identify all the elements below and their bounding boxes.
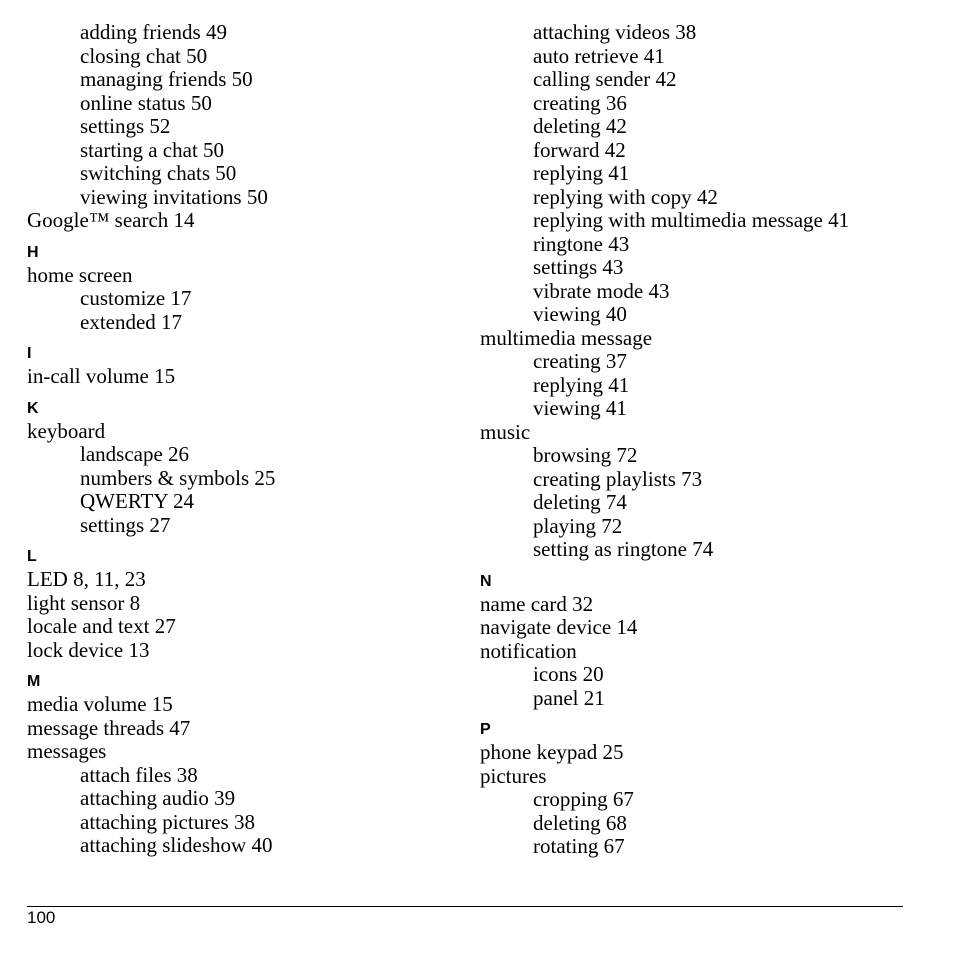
index-subentry: playing 72 xyxy=(533,513,623,538)
index-subentry: vibrate mode 43 xyxy=(533,278,670,303)
index-subentry: creating 37 xyxy=(533,349,627,373)
index-subentry: attaching audio 39 xyxy=(80,786,236,810)
index-subentry: browsing 72 xyxy=(533,443,638,467)
index-subentry: adding friends 49 xyxy=(80,20,227,44)
index-subentry: calling sender 42 xyxy=(533,67,677,91)
index-subentry: numbers & symbols 25 xyxy=(80,465,276,490)
index-subentry: attaching videos 38 xyxy=(533,20,697,44)
index-entry: messages xyxy=(27,739,107,763)
index-subentry: attaching slideshow 40 xyxy=(80,833,273,857)
index-subentry: attach files 38 xyxy=(80,762,198,787)
index-section-letter: M xyxy=(27,673,41,690)
index-entry: media volume 15 xyxy=(27,692,173,716)
index-subentry: QWERTY 24 xyxy=(80,489,195,513)
index-subentry: closing chat 50 xyxy=(80,43,208,68)
index-entry: multimedia message xyxy=(480,325,653,350)
index-section-letter: H xyxy=(27,243,39,261)
index-subentry: replying with multimedia message 41 xyxy=(533,208,850,232)
index-subentry: creating 36 xyxy=(533,90,627,115)
index-entry: navigate device 14 xyxy=(480,615,638,639)
index-subentry: managing friends 50 xyxy=(80,67,253,91)
page-number: 100 xyxy=(27,908,56,927)
index-entry: music xyxy=(480,419,531,444)
index-subentry: settings 52 xyxy=(80,114,171,138)
index-section-letter: I xyxy=(27,345,32,362)
index-entry: phone keypad 25 xyxy=(480,740,624,764)
index-entry: pictures xyxy=(480,763,547,788)
index-subentry: switching chats 50 xyxy=(80,161,237,185)
footer-rule xyxy=(27,906,903,907)
index-section-letter: P xyxy=(480,721,491,738)
index-subentry: viewing invitations 50 xyxy=(80,184,268,209)
index-subentry: creating playlists 73 xyxy=(533,466,703,491)
index-subentry: replying 41 xyxy=(533,161,630,185)
index-subentry: deleting 74 xyxy=(533,490,627,514)
index-subentry: icons 20 xyxy=(533,662,604,686)
index-subentry: auto retrieve 41 xyxy=(533,43,665,68)
index-subentry: settings 27 xyxy=(80,512,171,537)
index-subentry: deleting 68 xyxy=(533,810,627,835)
index-entry: notification xyxy=(480,638,577,663)
index-subentry: replying with copy 42 xyxy=(533,184,718,209)
index-subentry: attaching pictures 38 xyxy=(80,809,255,834)
index-subentry: replying 41 xyxy=(533,372,630,397)
index-subentry: online status 50 xyxy=(80,90,212,115)
index-entry: message threads 47 xyxy=(27,715,191,740)
index-subentry: landscape 26 xyxy=(80,442,190,466)
index-subentry: extended 17 xyxy=(80,309,183,334)
index-column-left xyxy=(27,21,457,858)
index-subentry: viewing 40 xyxy=(533,302,627,326)
index-subentry: panel 21 xyxy=(533,685,605,710)
index-entry: LED 8, 11, 23 xyxy=(27,567,146,591)
index-entry: keyboard xyxy=(27,418,106,443)
index-subentry: deleting 42 xyxy=(533,114,627,138)
index-subentry: ringtone 43 xyxy=(533,231,630,256)
index-subentry: settings 43 xyxy=(533,255,624,279)
index-section-letter: N xyxy=(480,572,492,590)
index-entry: Google™ search 14 xyxy=(27,208,195,232)
index-subentry: forward 42 xyxy=(533,137,626,162)
index-entry: locale and text 27 xyxy=(27,614,176,638)
index-subentry: setting as ringtone 74 xyxy=(533,537,714,561)
index-subentry: rotating 67 xyxy=(533,834,625,858)
index-entry: home screen xyxy=(27,262,133,287)
index-subentry: starting a chat 50 xyxy=(80,137,225,162)
index-section-letter: L xyxy=(27,548,37,565)
index-entry: light sensor 8 xyxy=(27,590,141,615)
index-subentry: cropping 67 xyxy=(533,787,634,811)
index-subentry: viewing 41 xyxy=(533,396,627,420)
index-entry: name card 32 xyxy=(480,591,594,616)
index-entry: lock device 13 xyxy=(27,637,150,662)
index-entry: in-call volume 15 xyxy=(27,364,176,388)
index-subentry: customize 17 xyxy=(80,286,192,310)
index-column-right xyxy=(480,21,910,859)
index-section-letter: K xyxy=(27,399,39,417)
